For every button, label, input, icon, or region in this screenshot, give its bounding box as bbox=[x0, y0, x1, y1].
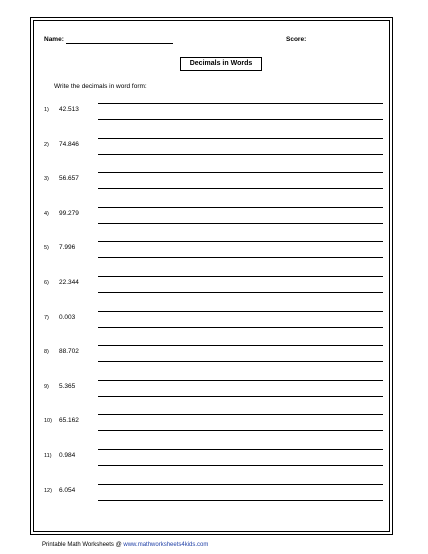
instructions: Write the decimals in word form: bbox=[54, 83, 147, 90]
problem-item bbox=[34, 172, 389, 202]
problem-item bbox=[34, 138, 389, 168]
answer-line[interactable] bbox=[98, 154, 383, 155]
problem-number: 12) bbox=[44, 487, 52, 494]
answer-line[interactable] bbox=[98, 380, 383, 381]
problem-decimal: 7.996 bbox=[59, 244, 76, 252]
answer-line[interactable] bbox=[98, 396, 383, 397]
answer-line[interactable] bbox=[98, 119, 383, 120]
problem-decimal: 74.846 bbox=[59, 140, 79, 148]
problem-number: 4) bbox=[44, 210, 49, 217]
answer-line[interactable] bbox=[98, 172, 383, 173]
footer-prefix: Printable Math Worksheets @ bbox=[42, 542, 124, 548]
answer-line[interactable] bbox=[98, 241, 383, 242]
answer-line[interactable] bbox=[98, 292, 383, 293]
answer-line[interactable] bbox=[98, 345, 383, 346]
problem-number: 2) bbox=[44, 141, 49, 148]
footer bbox=[42, 542, 208, 548]
answer-line[interactable] bbox=[98, 103, 383, 104]
problem-item bbox=[34, 311, 389, 341]
problem-item bbox=[34, 345, 389, 375]
problem-number: 3) bbox=[44, 176, 49, 183]
problem-item bbox=[34, 380, 389, 410]
answer-line[interactable] bbox=[98, 361, 383, 362]
name-label: Name: bbox=[44, 36, 64, 43]
answer-line[interactable] bbox=[98, 500, 383, 501]
answer-line[interactable] bbox=[98, 484, 383, 485]
problem-decimal: 6.054 bbox=[59, 486, 76, 494]
problem-decimal: 42.513 bbox=[59, 106, 79, 113]
problem-number: 7) bbox=[44, 314, 49, 321]
answer-line[interactable] bbox=[98, 449, 383, 450]
answer-line[interactable] bbox=[98, 223, 383, 224]
worksheet-title: Decimals in Words bbox=[180, 57, 262, 71]
problem-decimal: 5.365 bbox=[59, 382, 76, 390]
problem-decimal: 0.984 bbox=[59, 452, 76, 459]
problem-number: 5) bbox=[44, 245, 49, 252]
problem-item bbox=[34, 207, 389, 237]
problem-decimal: 65.162 bbox=[59, 417, 79, 425]
score-label: Score: bbox=[286, 36, 307, 43]
worksheet-inner-border bbox=[33, 20, 390, 532]
answer-line[interactable] bbox=[98, 414, 383, 415]
problem-item bbox=[34, 103, 389, 133]
problem-item bbox=[34, 484, 389, 514]
answer-line[interactable] bbox=[98, 327, 383, 328]
worksheet-border bbox=[30, 17, 393, 535]
problem-decimal: 0.003 bbox=[59, 313, 76, 321]
answer-line[interactable] bbox=[98, 207, 383, 208]
problem-decimal: 56.657 bbox=[59, 175, 79, 183]
problem-decimal: 22.344 bbox=[59, 279, 79, 286]
name-line bbox=[66, 43, 173, 44]
problem-item bbox=[34, 241, 389, 271]
problem-decimal: 88.702 bbox=[59, 348, 79, 356]
footer-site-link[interactable]: www.mathworksheets4kids.com bbox=[123, 542, 209, 548]
problem-number: 8) bbox=[44, 349, 49, 356]
problem-item bbox=[34, 276, 389, 306]
problem-number: 9) bbox=[44, 383, 49, 390]
problem-number: 10) bbox=[44, 418, 52, 425]
answer-line[interactable] bbox=[98, 311, 383, 312]
answer-line[interactable] bbox=[98, 465, 383, 466]
problem-item bbox=[34, 414, 389, 444]
answer-line[interactable] bbox=[98, 138, 383, 139]
answer-line[interactable] bbox=[98, 276, 383, 277]
problem-number: 1) bbox=[44, 107, 49, 113]
problem-number: 6) bbox=[44, 280, 49, 286]
answer-line[interactable] bbox=[98, 430, 383, 431]
answer-line[interactable] bbox=[98, 188, 383, 189]
answer-line[interactable] bbox=[98, 257, 383, 258]
problem-number: 11) bbox=[44, 453, 52, 459]
problem-decimal: 99.279 bbox=[59, 209, 79, 217]
problem-item bbox=[34, 449, 389, 479]
